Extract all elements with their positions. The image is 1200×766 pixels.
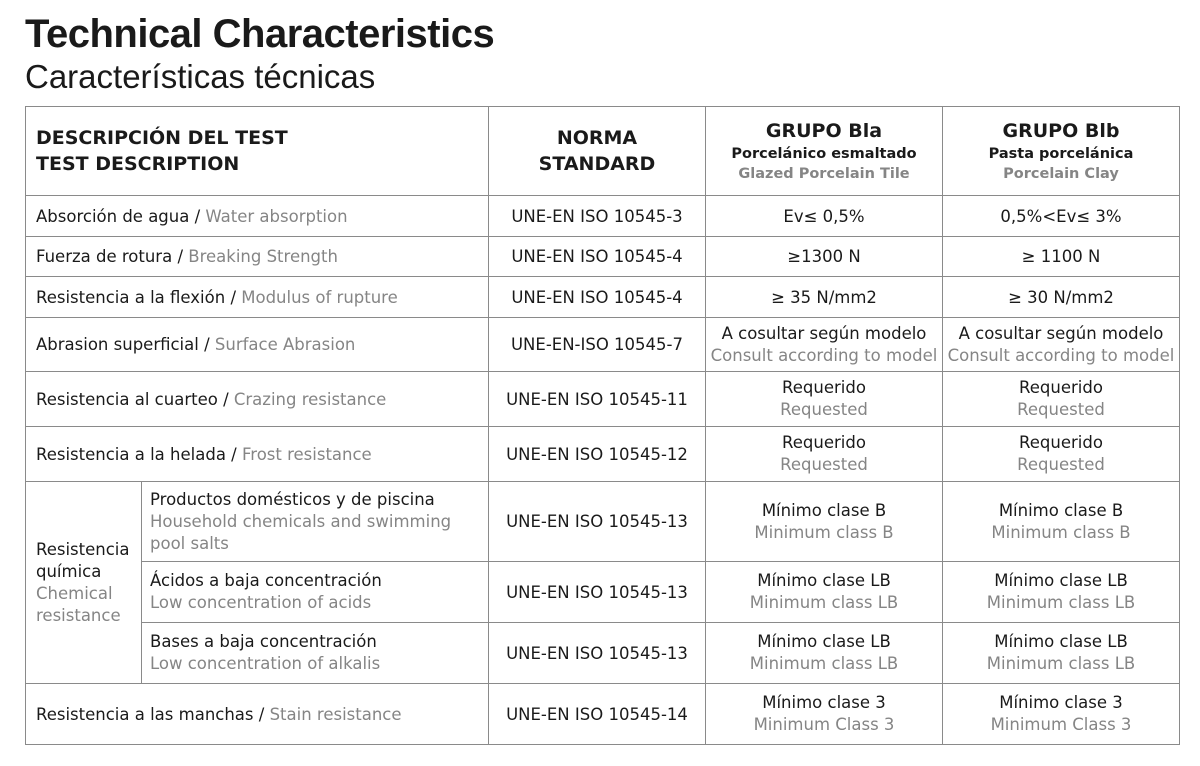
value-en: Minimum class LB [749, 654, 899, 673]
value-en: Requested [1017, 455, 1105, 474]
value-es: Requerido [1019, 378, 1103, 397]
sub-desc-es: Ácidos a baja concentración [150, 571, 382, 590]
chem-sub-description [142, 482, 489, 562]
desc-en: Frost resistance [241, 444, 372, 464]
sub-desc-en-2: pool salts [150, 533, 229, 553]
row-group-b-value [943, 623, 1180, 684]
value-en: Minimum class B [754, 522, 894, 542]
row-group-b-value: ≥ 1100 N [943, 237, 1180, 277]
header-norma-es: NORMA [556, 127, 638, 149]
value-es: Requerido [782, 378, 866, 397]
value-es: Mínimo clase 3 [999, 693, 1123, 712]
value-es: Mínimo clase B [761, 500, 887, 520]
row-norm: UNE-EN ISO 10545-11 [489, 372, 706, 427]
value-es: A cosultar según modelo [958, 323, 1164, 343]
row-group-a-value [706, 482, 943, 562]
value-es: Requerido [782, 433, 866, 452]
row-norm: UNE-EN ISO 10545-13 [489, 562, 706, 623]
row-group-b-value [943, 684, 1180, 745]
table-row [26, 196, 1180, 237]
group-a-type-es: Porcelánico esmaltado [731, 146, 917, 162]
header-desc-en: TEST DESCRIPTION [36, 153, 240, 175]
header-norma-en: STANDARD [538, 153, 656, 175]
sub-desc-es: Productos domésticos y de piscina [150, 489, 435, 509]
value-en: Consult according to model [947, 345, 1175, 365]
value-es: Requerido [1019, 433, 1103, 452]
value-en: Requested [780, 400, 868, 419]
group-b-type-en: Porcelain Clay [1003, 166, 1119, 182]
table-row [26, 277, 1180, 318]
row-norm: UNE-EN ISO 10545-4 [489, 237, 706, 277]
value-es: Mínimo clase B [998, 500, 1124, 520]
desc-es: Resistencia al cuarteo / [36, 389, 234, 409]
row-group-b-value [943, 372, 1180, 427]
row-group-b-value [943, 318, 1180, 372]
chem-label-en-2: resistance [36, 605, 121, 625]
value-en: Consult according to model [710, 345, 938, 365]
sub-desc-en: Low concentration of alkalis [150, 654, 381, 673]
value-es: Mínimo clase 3 [762, 693, 886, 712]
chem-label-es-1: Resistencia [36, 539, 130, 559]
desc-es: Absorción de agua / [36, 206, 206, 226]
sub-desc-en: Low concentration of acids [150, 593, 372, 612]
row-norm: UNE-EN ISO 10545-14 [489, 684, 706, 745]
table-row [26, 237, 1180, 277]
chem-label-es-2: química [36, 561, 102, 581]
chem-sub-description [142, 562, 489, 623]
row-group-b-value: 0,5%<Ev≤ 3% [943, 196, 1180, 237]
value-es: Mínimo clase LB [757, 632, 891, 651]
value-en: Minimum class LB [986, 593, 1136, 612]
value-es: Mínimo clase LB [994, 571, 1128, 590]
row-group-a-value: Ev≤ 0,5% [706, 196, 943, 237]
characteristics-table [25, 106, 1180, 745]
page-title: Technical Characteristics [25, 12, 495, 56]
desc-es: Resistencia a la helada / [36, 444, 242, 464]
table-header-row [26, 107, 1180, 196]
desc-en: Water absorption [205, 206, 348, 226]
row-group-b-value [943, 427, 1180, 482]
value-en: Minimum Class 3 [990, 715, 1132, 734]
desc-en: Modulus of rupture [241, 287, 398, 307]
chem-label-en-1: Chemical [36, 583, 113, 603]
value-en: Minimum class LB [986, 654, 1136, 673]
table-row [26, 372, 1180, 427]
page-subtitle: Características técnicas [25, 58, 376, 95]
header-group-a [706, 107, 943, 196]
table-row [26, 684, 1180, 745]
value-es: A cosultar según modelo [721, 323, 927, 343]
row-group-a-value [706, 427, 943, 482]
row-description [26, 372, 489, 427]
group-b-name: GRUPO Blb [1002, 120, 1120, 142]
row-description [26, 196, 489, 237]
row-group-b-value [943, 482, 1180, 562]
desc-en: Stain resistance [269, 704, 402, 724]
desc-es: Fuerza de rotura / [36, 247, 189, 266]
table-row [26, 562, 1180, 623]
header-norma [489, 107, 706, 196]
value-en: Minimum Class 3 [753, 715, 895, 734]
value-es: Mínimo clase LB [994, 632, 1128, 651]
value-en: Minimum class LB [749, 593, 899, 612]
row-group-b-value [943, 562, 1180, 623]
header-group-b [943, 107, 1180, 196]
table-row [26, 427, 1180, 482]
row-group-a-value: ≥ 35 N/mm2 [706, 277, 943, 318]
row-norm: UNE-EN ISO 10545-13 [489, 623, 706, 684]
row-group-b-value: ≥ 30 N/mm2 [943, 277, 1180, 318]
row-group-a-value [706, 684, 943, 745]
header-description [26, 107, 489, 196]
row-norm: UNE-EN ISO 10545-13 [489, 482, 706, 562]
desc-es: Abrasion superficial / [36, 335, 215, 354]
desc-es: Resistencia a las manchas / [36, 704, 270, 724]
group-a-type-en: Glazed Porcelain Tile [738, 166, 910, 182]
group-a-name: GRUPO Bla [765, 120, 883, 142]
row-group-a-value [706, 318, 943, 372]
chemical-resistance-label [26, 482, 142, 684]
desc-en: Crazing resistance [233, 389, 387, 409]
row-group-a-value [706, 623, 943, 684]
group-b-type-es: Pasta porcelánica [988, 146, 1134, 162]
value-en: Requested [1017, 400, 1105, 419]
table-row [26, 318, 1180, 372]
row-description [26, 427, 489, 482]
sub-desc-en: Household chemicals and swimming [150, 511, 452, 531]
desc-en: Breaking Strength [188, 247, 338, 266]
row-norm: UNE-EN ISO 10545-12 [489, 427, 706, 482]
value-es: Mínimo clase LB [757, 571, 891, 590]
header-desc-es: DESCRIPCIÓN DEL TEST [36, 127, 288, 149]
value-en: Requested [780, 455, 868, 474]
row-group-a-value: ≥1300 N [706, 237, 943, 277]
row-norm: UNE-EN ISO 10545-4 [489, 277, 706, 318]
desc-en: Surface Abrasion [214, 335, 356, 354]
row-description [26, 318, 489, 372]
row-norm: UNE-EN-ISO 10545-7 [489, 318, 706, 372]
row-norm: UNE-EN ISO 10545-3 [489, 196, 706, 237]
table-row [26, 623, 1180, 684]
row-description [26, 277, 489, 318]
desc-es: Resistencia a la flexión / [36, 287, 242, 307]
chem-sub-description [142, 623, 489, 684]
row-group-a-value [706, 562, 943, 623]
row-description [26, 237, 489, 277]
value-en: Minimum class B [991, 522, 1131, 542]
sub-desc-es: Bases a baja concentración [150, 632, 377, 651]
row-group-a-value [706, 372, 943, 427]
row-description [26, 684, 489, 745]
table-row [26, 482, 1180, 562]
